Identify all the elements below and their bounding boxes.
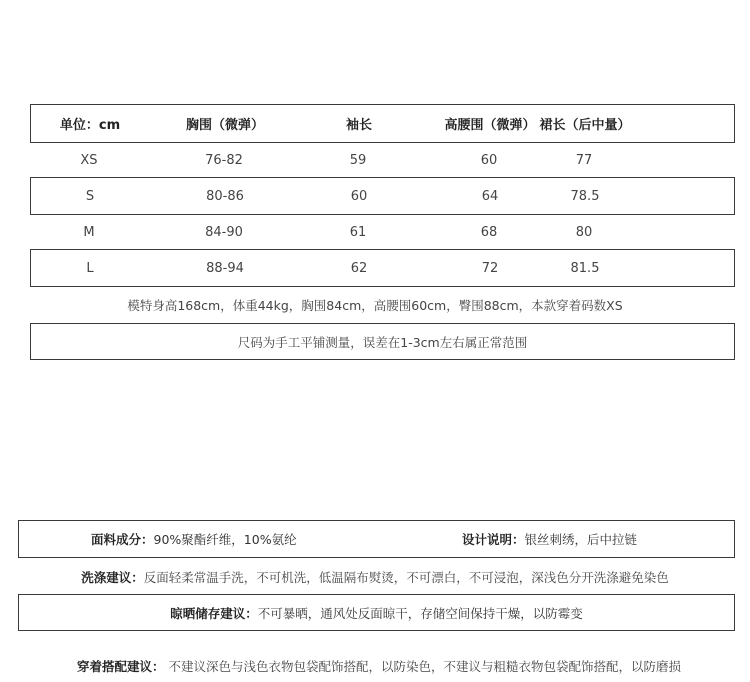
size-cell: M bbox=[83, 224, 95, 240]
drying-storage-box bbox=[18, 594, 735, 631]
fabric-design-box bbox=[18, 520, 735, 558]
size-cell: L bbox=[86, 260, 94, 276]
table-row bbox=[30, 215, 735, 249]
waist-cell: 60 bbox=[480, 152, 498, 168]
measure-note: 尺码为手工平铺测量，误差在1-3cm左右属正常范围 bbox=[237, 334, 528, 350]
dry-value: 不可暴晒，通风处反面晾干，存储空间保持干燥，以防霉变 bbox=[257, 605, 583, 621]
waist-cell: 68 bbox=[480, 224, 498, 240]
chest-cell: 80-86 bbox=[206, 188, 244, 204]
size-cell: S bbox=[85, 188, 95, 204]
chest-cell: 76-82 bbox=[205, 152, 243, 168]
model-note: 模特身高168cm，体重44kg，胸围84cm，高腰围60cm，臀围88cm，本款穿着码数XS bbox=[127, 298, 623, 313]
fabric-info bbox=[91, 521, 297, 557]
wash-value: 反面轻柔常温手洗，不可机洗，低温隔布熨烫，不可漂白，不可浸泡，深浅色分开洗涤避免染色 bbox=[143, 570, 669, 585]
wash-advice bbox=[0, 568, 750, 586]
fabric-value: 90%聚酯纤维，10%氨纶 bbox=[153, 532, 297, 547]
table-row bbox=[30, 177, 735, 215]
table-row bbox=[30, 143, 735, 177]
chest-cell: 88-94 bbox=[206, 260, 244, 276]
waist-cell: 64 bbox=[481, 188, 499, 204]
design-label: 设计说明： bbox=[462, 532, 525, 547]
measure-note-box bbox=[30, 323, 735, 360]
wear-value: 不建议深色与浅色衣物包袋配饰搭配，以防染色，不建议与粗糙衣物包袋配饰搭配，以防磨损 bbox=[164, 659, 681, 674]
table-row bbox=[30, 249, 735, 287]
sleeve-cell: 60 bbox=[350, 188, 368, 204]
wear-label: 穿着搭配建议： bbox=[76, 659, 165, 674]
design-info bbox=[462, 521, 637, 557]
header-chest: 胸围（微弹） bbox=[185, 118, 264, 133]
dry-label: 晾晒储存建议： bbox=[170, 605, 258, 621]
length-cell: 78.5 bbox=[570, 188, 600, 204]
header-unit: 单位：cm bbox=[59, 118, 121, 133]
chest-cell: 84-90 bbox=[205, 224, 243, 240]
header-sleeve: 袖长 bbox=[345, 118, 372, 133]
length-cell: 77 bbox=[575, 152, 593, 168]
wear-advice bbox=[0, 642, 750, 675]
header-waist: 高腰围（微弹） bbox=[444, 118, 536, 133]
length-cell: 81.5 bbox=[570, 260, 600, 276]
size-cell: XS bbox=[80, 152, 98, 168]
sleeve-cell: 62 bbox=[350, 260, 368, 276]
size-table-header bbox=[30, 104, 735, 143]
sleeve-cell: 59 bbox=[349, 152, 367, 168]
design-value: 银丝刺绣，后中拉链 bbox=[524, 532, 638, 547]
wash-label: 洗涤建议： bbox=[81, 570, 144, 585]
header-length: 裙长（后中量） bbox=[539, 118, 631, 133]
length-cell: 80 bbox=[575, 224, 593, 240]
waist-cell: 72 bbox=[481, 260, 499, 276]
sleeve-cell: 61 bbox=[349, 224, 367, 240]
fabric-label: 面料成分： bbox=[91, 532, 154, 547]
